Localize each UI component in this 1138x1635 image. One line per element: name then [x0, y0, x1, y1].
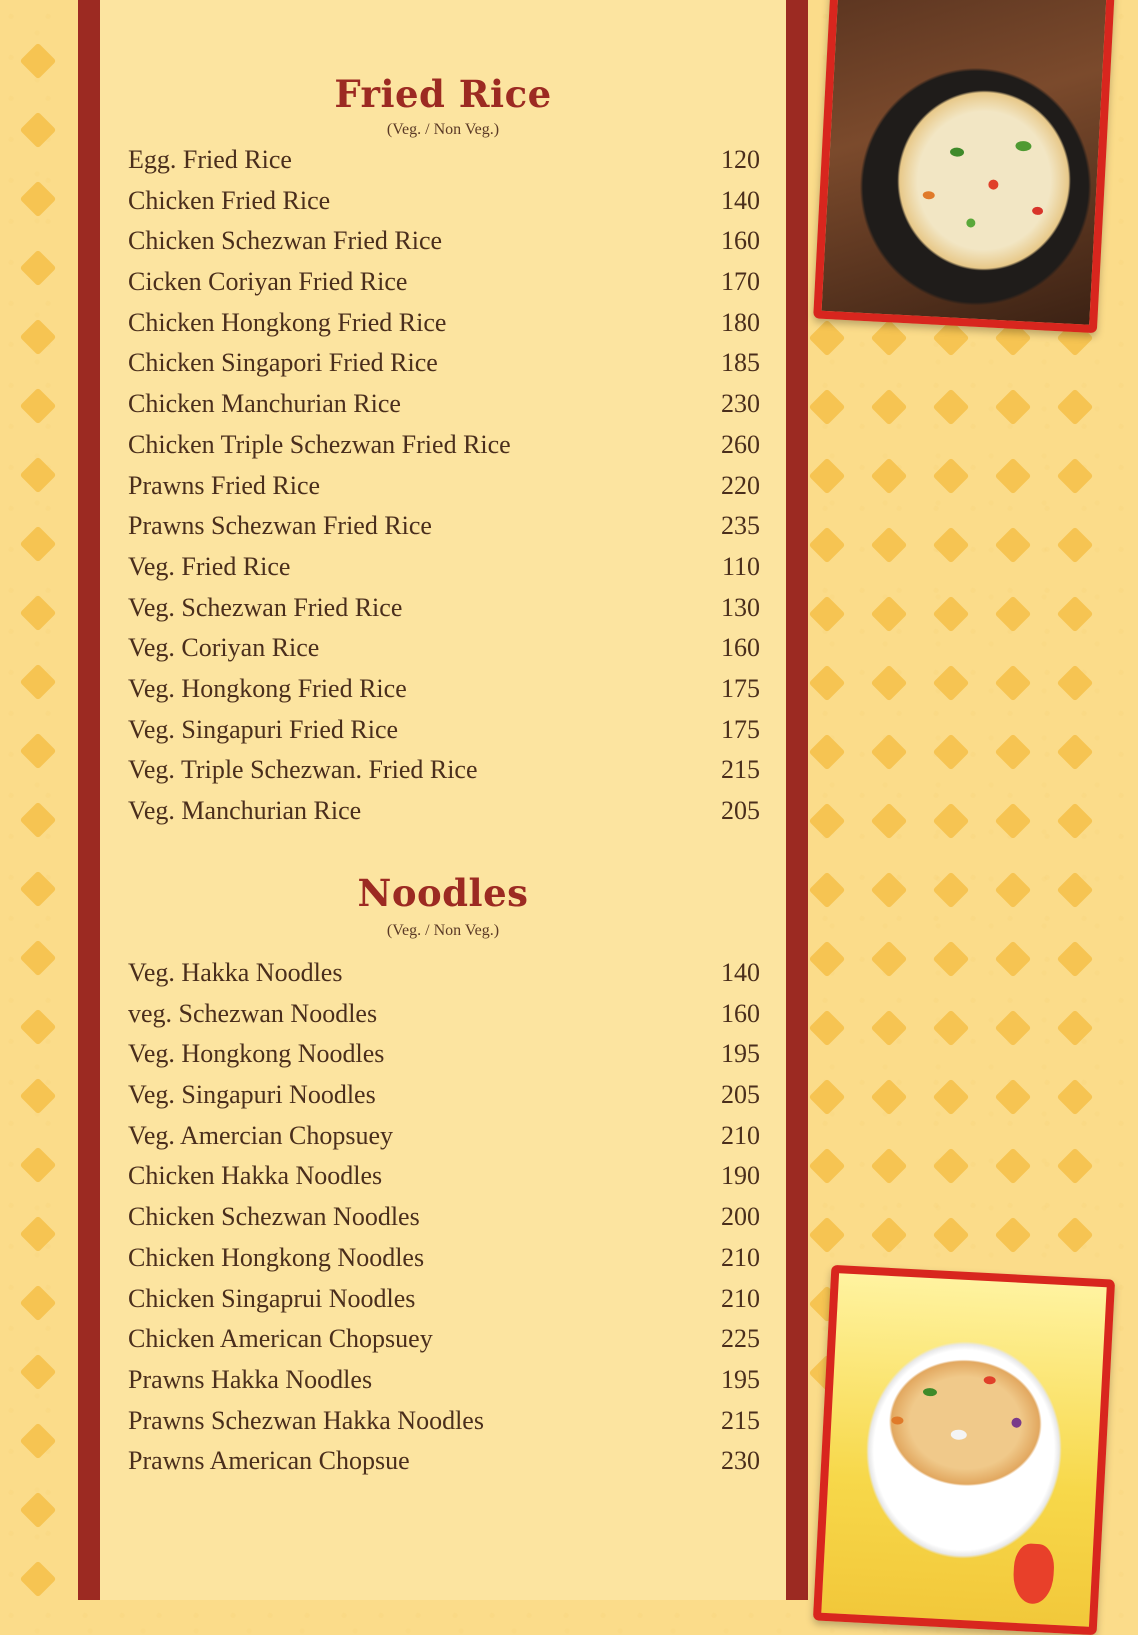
- menu-item: [128, 1161, 760, 1202]
- diamond-decoration: [20, 940, 57, 977]
- diamond-decoration: [871, 665, 908, 702]
- menu-item-price: 170: [721, 267, 760, 297]
- menu-item-name: Veg. Triple Schezwan. Fried Rice: [128, 755, 478, 785]
- menu-item: [128, 308, 760, 349]
- diamond-decoration: [871, 458, 908, 495]
- menu-item: [128, 226, 760, 267]
- diamond-decoration: [871, 320, 908, 357]
- diamond-decoration: [995, 941, 1032, 978]
- menu-item: [128, 999, 760, 1040]
- menu-item: [128, 633, 760, 674]
- diamond-decoration: [20, 1354, 57, 1391]
- menu-item-name: Chicken Hakka Noodles: [128, 1161, 383, 1191]
- menu-item: [128, 1243, 760, 1284]
- diamond-decoration: [933, 734, 970, 771]
- menu-item-name: Prawns Schezwan Fried Rice: [128, 511, 432, 541]
- menu-item-name: Veg. Schezwan Fried Rice: [128, 592, 403, 622]
- diamond-decoration: [995, 1010, 1032, 1047]
- diamond-decoration: [20, 388, 57, 425]
- menu-item: [128, 348, 760, 389]
- diamond-decoration: [871, 389, 908, 426]
- menu-item: [128, 1324, 760, 1365]
- diamond-decoration: [809, 596, 846, 633]
- diamond-decoration: [809, 1010, 846, 1047]
- menu-item: [128, 755, 760, 796]
- diamond-decoration: [809, 527, 846, 564]
- menu-item-price: 215: [721, 755, 760, 785]
- fried-rice-photo: [813, 0, 1115, 333]
- diamond-decoration: [1057, 665, 1094, 702]
- diamond-decoration: [20, 457, 57, 494]
- menu-item-price: 130: [721, 592, 760, 622]
- menu-item: [128, 1365, 760, 1406]
- menu-item: [128, 186, 760, 227]
- menu-item-name: Chicken Schezwan Noodles: [128, 1202, 420, 1232]
- diamond-decoration: [809, 803, 846, 840]
- diamond-decoration: [933, 527, 970, 564]
- menu-item: [128, 471, 760, 512]
- diamond-decoration: [20, 1009, 57, 1046]
- diamond-decoration: [1057, 941, 1094, 978]
- diamond-decoration: [20, 664, 57, 701]
- diamond-decoration: [20, 1147, 57, 1184]
- diamond-decoration: [871, 596, 908, 633]
- diamond-decoration: [1057, 527, 1094, 564]
- menu-item-price: 160: [721, 633, 760, 663]
- diamond-decoration: [1057, 872, 1094, 909]
- menu-item-price: 210: [721, 1283, 760, 1313]
- diamond-decoration: [995, 734, 1032, 771]
- menu-item: [128, 715, 760, 756]
- menu-item-price: 235: [721, 511, 760, 541]
- diamond-decoration: [1057, 596, 1094, 633]
- diamond-decoration: [20, 802, 57, 839]
- menu-item-name: veg. Schezwan Noodles: [128, 998, 378, 1028]
- diamond-decoration: [933, 458, 970, 495]
- menu-item-name: Prawns Hakka Noodles: [128, 1364, 373, 1394]
- menu-item-price: 195: [721, 1364, 760, 1394]
- menu-item-name: Chicken Triple Schezwan Fried Rice: [128, 429, 511, 459]
- menu-item-price: 180: [721, 307, 760, 337]
- menu-item-name: Chicken Singaprui Noodles: [128, 1283, 416, 1313]
- menu-item-name: Veg. Hongkong Fried Rice: [128, 673, 407, 703]
- menu-item-name: Veg. Singapuri Noodles: [128, 1080, 376, 1110]
- menu-item-name: Veg. Fried Rice: [128, 551, 291, 581]
- diamond-decoration: [20, 1492, 57, 1529]
- menu-item: [128, 430, 760, 471]
- diamond-decoration: [995, 1079, 1032, 1116]
- section-subtitle-noodles: (Veg. / Non Veg.): [386, 922, 500, 939]
- menu-item-name: Prawns Schezwan Hakka Noodles: [128, 1405, 484, 1435]
- diamond-decoration: [20, 181, 57, 218]
- menu-item-price: 230: [721, 1446, 760, 1476]
- diamond-decoration: [871, 1010, 908, 1047]
- diamond-decoration: [809, 941, 846, 978]
- menu-item-price: 220: [721, 470, 760, 500]
- diamond-decoration: [20, 1078, 57, 1115]
- menu-item: [128, 1406, 760, 1447]
- diamond-decoration: [933, 941, 970, 978]
- menu-item: [128, 1284, 760, 1325]
- noodles-photo: [813, 1265, 1115, 1635]
- diamond-decoration: [995, 1148, 1032, 1185]
- diamond-decoration: [809, 320, 846, 357]
- diamond-decoration: [995, 803, 1032, 840]
- diamond-decoration: [1057, 1148, 1094, 1185]
- menu-item-name: Chicken Schezwan Fried Rice: [128, 226, 443, 256]
- diamond-decoration: [933, 1079, 970, 1116]
- menu-item-name: Prawns American Chopsue: [128, 1446, 410, 1476]
- diamond-decoration: [995, 872, 1032, 909]
- diamond-decoration: [1057, 1079, 1094, 1116]
- menu-item-price: 160: [721, 226, 760, 256]
- menu-item-price: 205: [721, 796, 760, 825]
- diamond-decoration: [933, 1148, 970, 1185]
- diamond-decoration: [933, 665, 970, 702]
- diamond-decoration: [20, 1216, 57, 1253]
- diamond-decoration: [809, 665, 846, 702]
- menu-item-name: Veg. Amercian Chopsuey: [128, 1120, 394, 1150]
- menu-item-name: Chicken Manchurian Rice: [128, 389, 401, 419]
- diamond-decoration: [871, 734, 908, 771]
- diamond-decoration: [871, 803, 908, 840]
- menu-list-fried-rice: [128, 145, 760, 837]
- diamond-decoration: [1057, 803, 1094, 840]
- menu-item-name: Cicken Coriyan Fried Rice: [128, 267, 408, 297]
- menu-item-name: Chicken American Chopsuey: [128, 1324, 433, 1354]
- diamond-decoration: [995, 665, 1032, 702]
- menu-item-name: Chicken Hongkong Fried Rice: [128, 307, 447, 337]
- diamond-decoration: [20, 43, 57, 80]
- diamond-decoration: [20, 733, 57, 770]
- menu-item-price: 230: [721, 389, 760, 419]
- menu-item-price: 195: [721, 1039, 760, 1069]
- menu-item: [128, 1039, 760, 1080]
- menu-item-price: 210: [721, 1120, 760, 1150]
- menu-item-name: Veg. Manchurian Rice: [128, 796, 362, 825]
- menu-item-price: 160: [721, 998, 760, 1028]
- menu-item: [128, 1121, 760, 1162]
- menu-item-price: 200: [721, 1202, 760, 1232]
- diamond-decoration: [20, 1423, 57, 1460]
- menu-item-price: 175: [721, 714, 760, 744]
- diamond-decoration: [933, 1010, 970, 1047]
- diamond-decoration: [20, 319, 57, 356]
- menu-item: [128, 511, 760, 552]
- diamond-decoration: [871, 941, 908, 978]
- diamond-decoration: [809, 389, 846, 426]
- menu-item-name: Chicken Hongkong Noodles: [128, 1242, 425, 1272]
- diamond-decoration: [933, 803, 970, 840]
- diamond-decoration: [1057, 458, 1094, 495]
- section-subtitle-fried-rice: (Veg. / Non Veg.): [386, 121, 500, 138]
- diamond-decoration: [20, 250, 57, 287]
- diamond-decoration: [995, 389, 1032, 426]
- menu-item-price: 140: [721, 958, 760, 987]
- diamond-decoration: [20, 112, 57, 149]
- diamond-decoration: [20, 1285, 57, 1322]
- diamond-decoration: [995, 596, 1032, 633]
- diamond-decoration: [809, 1217, 846, 1254]
- menu-item-name: Chicken Singapori Fried Rice: [128, 348, 438, 378]
- diamond-decoration: [1057, 389, 1094, 426]
- section-title-noodles: Noodles: [357, 871, 529, 915]
- menu-item-price: 175: [721, 673, 760, 703]
- diamond-decoration: [20, 526, 57, 563]
- menu-item-price: 110: [721, 551, 760, 581]
- menu-item-price: 205: [721, 1080, 760, 1110]
- menu-item: [128, 1446, 760, 1487]
- menu-item: [128, 267, 760, 308]
- menu-item: [128, 958, 760, 999]
- section-title-fried-rice: Fried Rice: [334, 72, 552, 116]
- diamond-decoration: [20, 595, 57, 632]
- menu-item-name: Veg. Coriyan Rice: [128, 633, 320, 663]
- diamond-decoration: [809, 1079, 846, 1116]
- diamond-decoration: [995, 527, 1032, 564]
- diamond-decoration: [20, 871, 57, 908]
- menu-item-price: 120: [721, 145, 760, 174]
- menu-item-name: Prawns Fried Rice: [128, 470, 321, 500]
- menu-item-price: 215: [721, 1405, 760, 1435]
- diamond-decoration: [809, 734, 846, 771]
- menu-item-price: 140: [721, 185, 760, 215]
- diamond-decoration: [809, 1148, 846, 1185]
- diamond-decoration: [809, 458, 846, 495]
- menu-item-price: 210: [721, 1242, 760, 1272]
- diamond-decoration: [933, 389, 970, 426]
- menu-item-name: Veg. Hongkong Noodles: [128, 1039, 385, 1069]
- menu-item: [128, 552, 760, 593]
- menu-item: [128, 1202, 760, 1243]
- menu-list-noodles: [128, 958, 760, 1487]
- diamond-decoration: [20, 1561, 57, 1598]
- diamond-decoration: [1057, 1010, 1094, 1047]
- left-diamond-strip: [0, 0, 78, 1600]
- diamond-decoration: [933, 596, 970, 633]
- diamond-decoration: [1057, 734, 1094, 771]
- menu-item-price: 185: [721, 348, 760, 378]
- diamond-decoration: [1057, 1217, 1094, 1254]
- diamond-decoration: [871, 1217, 908, 1254]
- menu-item: [128, 796, 760, 837]
- diamond-decoration: [809, 872, 846, 909]
- diamond-decoration: [933, 1217, 970, 1254]
- diamond-decoration: [871, 1079, 908, 1116]
- diamond-decoration: [871, 527, 908, 564]
- menu-item-name: Veg. Singapuri Fried Rice: [128, 714, 399, 744]
- diamond-decoration: [995, 1217, 1032, 1254]
- diamond-decoration: [871, 872, 908, 909]
- diamond-decoration: [871, 1148, 908, 1185]
- menu-item: [128, 674, 760, 715]
- menu-item: [128, 1080, 760, 1121]
- menu-item-price: 225: [721, 1324, 760, 1354]
- diamond-decoration: [995, 458, 1032, 495]
- menu-item-price: 260: [721, 429, 760, 459]
- menu-item-price: 190: [721, 1161, 760, 1191]
- diamond-decoration: [933, 872, 970, 909]
- menu-item-name: Chicken Fried Rice: [128, 185, 331, 215]
- menu-item-name: Veg. Hakka Noodles: [128, 958, 343, 987]
- menu-item: [128, 593, 760, 634]
- menu-item-name: Egg. Fried Rice: [128, 145, 292, 174]
- menu-item: [128, 145, 760, 186]
- menu-item: [128, 389, 760, 430]
